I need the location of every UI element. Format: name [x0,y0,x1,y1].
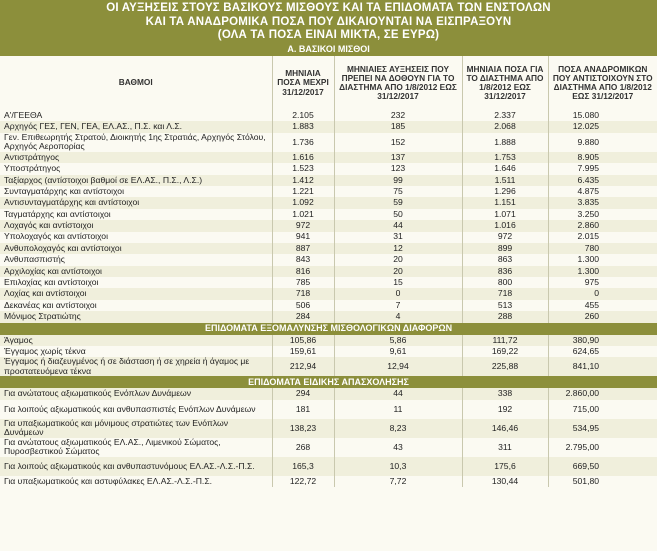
grade-cell: Για υπαξιωματικούς και μόνιμους στρατιώτες των Ενόπλων Δυνάμεων [0,419,272,438]
monthly-period-cell: 111,72 [462,335,548,346]
monthly-period-cell: 899 [462,243,548,254]
table-row [0,152,657,163]
monthly-until-2017-cell: 212,94 [272,357,334,376]
raise-cell: 232 [334,110,462,121]
monthly-until-2017-cell: 165,3 [272,457,334,476]
table-row [0,209,657,220]
monthly-until-2017-cell: 1.412 [272,175,334,186]
grade-cell: Έγγαμος ή διαζευγμένος ή σε διάσταση ή σε χηρεία ή άγαμος με προστατευόμενα τέκνα [0,357,272,376]
raise-cell: 44 [334,220,462,231]
retroactive-cell: 2.860 [548,220,657,231]
raise-cell: 20 [334,254,462,265]
monthly-until-2017-cell: 972 [272,220,334,231]
grade-cell: Δεκανέας και αντίστοιχοι [0,300,272,311]
monthly-period-cell: 836 [462,266,548,277]
monthly-until-2017-cell: 785 [272,277,334,288]
grade-cell: Ανθυπολοχαγός και αντίστοιχοι [0,243,272,254]
monthly-period-cell: 192 [462,400,548,419]
retroactive-cell: 380,90 [548,335,657,346]
section-title: ΕΠΙΔΟΜΑΤΑ ΕΞΟΜΑΛΥΝΣΗΣ ΜΙΣΘΟΛΟΓΙΚΩΝ ΔΙΑΦΟΡΩΝ [0,323,657,335]
monthly-period-cell: 130,44 [462,476,548,487]
retroactive-cell: 12.025 [548,121,657,132]
table-row [0,300,657,311]
retroactive-cell: 7.995 [548,163,657,174]
monthly-until-2017-cell: 1.523 [272,163,334,174]
retroactive-cell: 501,80 [548,476,657,487]
grade-cell: Άγαμος [0,335,272,346]
monthly-until-2017-cell: 1.021 [272,209,334,220]
raise-cell: 9,61 [334,346,462,357]
raise-cell: 11 [334,400,462,419]
monthly-until-2017-cell: 181 [272,400,334,419]
retroactive-cell: 15.080 [548,110,657,121]
raise-cell: 4 [334,311,462,322]
retroactive-cell: 624,65 [548,346,657,357]
monthly-until-2017-cell: 268 [272,438,334,457]
retroactive-cell: 2.795,00 [548,438,657,457]
raise-cell: 137 [334,152,462,163]
retroactive-cell: 1.300 [548,266,657,277]
raise-cell: 8,23 [334,419,462,438]
raise-cell: 185 [334,121,462,132]
retroactive-cell: 9.880 [548,133,657,152]
monthly-until-2017-cell: 122,72 [272,476,334,487]
grade-cell: Ταγματάρχης και αντίστοιχοι [0,209,272,220]
table-row [0,457,657,476]
monthly-until-2017-cell: 941 [272,232,334,243]
monthly-period-cell: 718 [462,288,548,299]
raise-cell: 10,3 [334,457,462,476]
retroactive-cell: 715,00 [548,400,657,419]
retroactive-cell: 975 [548,277,657,288]
monthly-period-cell: 2.068 [462,121,548,132]
raise-cell: 123 [334,163,462,174]
monthly-period-cell: 288 [462,311,548,322]
retroactive-cell: 780 [548,243,657,254]
grade-cell: Γεν. Επιθεωρητής Στρατού, Διοικητής 1ης Στρατιάς, Αρχηγός Στόλου, Αρχηγός Αεροπορίας [0,133,272,152]
grade-cell: Υπολοχαγός και αντίστοιχοι [0,232,272,243]
grade-cell: Αρχηγός ΓΕΣ, ΓΕΝ, ΓΕΑ, ΕΛ.ΑΣ., Π.Σ. και Λ.Σ. [0,121,272,132]
monthly-period-cell: 800 [462,277,548,288]
table-row [0,400,657,419]
section-header-special-allowances [0,376,657,388]
column-header-row [0,56,657,110]
grade-cell: Υποστράτηγος [0,163,272,174]
monthly-period-cell: 1.888 [462,133,548,152]
grade-cell: Αρχιλοχίας και αντίστοιχοι [0,266,272,277]
monthly-until-2017-cell: 1.616 [272,152,334,163]
table-row [0,311,657,322]
title-line-2: ΚΑΙ ΤΑ ΑΝΑΔΡΟΜΙΚΑ ΠΟΣΑ ΠΟΥ ΔΙΚΑΙΟΥΝΤΑΙ ΝΑ ΕΙΣΠΡΑΞΟΥΝ [145,15,512,28]
retroactive-cell: 3.835 [548,197,657,208]
raise-cell: 50 [334,209,462,220]
raise-cell: 44 [334,388,462,399]
grade-cell: Για λοιπούς αξιωματικούς και ανθυπαστυνόμους ΕΛ.ΑΣ.-Λ.Σ.-Π.Σ. [0,457,272,476]
monthly-period-cell: 1.071 [462,209,548,220]
retroactive-cell: 6.435 [548,175,657,186]
retroactive-cell: 1.300 [548,254,657,265]
table-row [0,277,657,288]
table-row [0,266,657,277]
monthly-until-2017-cell: 887 [272,243,334,254]
monthly-until-2017-cell: 1.883 [272,121,334,132]
monthly-until-2017-cell: 506 [272,300,334,311]
raise-cell: 152 [334,133,462,152]
section-title: ΕΠΙΔΟΜΑΤΑ ΕΙΔΙΚΗΣ ΑΠΑΣΧΟΛΗΣΗΣ [0,376,657,388]
grade-cell: Για υπαξιωματικούς και αστυφύλακες ΕΛ.ΑΣ.-Λ.Σ.-Π.Σ. [0,476,272,487]
monthly-period-cell: 1.016 [462,220,548,231]
raise-cell: 12,94 [334,357,462,376]
table-row [0,335,657,346]
retroactive-cell: 260 [548,311,657,322]
raise-cell: 7,72 [334,476,462,487]
grade-cell: Για ανώτατους αξιωματικούς Ενόπλων Δυνάμεων [0,388,272,399]
header-monthly-raises: ΜΗΝΙΑΙΕΣ ΑΥΞΗΣΕΙΣ ΠΟΥ ΠΡΕΠΕΙ ΝΑ ΔΟΘΟΥΝ ΓΙΑ ΤΟ ΔΙΑΣΤΗΜΑ ΑΠΟ 1/8/2012 ΕΩΣ 31/12/2017 [334,56,462,110]
monthly-until-2017-cell: 1.736 [272,133,334,152]
monthly-period-cell: 1.753 [462,152,548,163]
monthly-until-2017-cell: 284 [272,311,334,322]
header-monthly-amounts-period: ΜΗΝΙΑΙΑ ΠΟΣΑ ΓΙΑ ΤΟ ΔΙΑΣΤΗΜΑ ΑΠΟ 1/8/2012 ΕΩΣ 31/12/2017 [462,56,548,110]
document-title [0,0,657,44]
table-row [0,476,657,487]
title-line-1: ΟΙ ΑΥΞΗΣΕΙΣ ΣΤΟΥΣ ΒΑΣΙΚΟΥΣ ΜΙΣΘΟΥΣ ΚΑΙ ΤΑ ΕΠΙΔΟΜΑΤΑ ΤΩΝ ΕΝΣΤΟΛΩΝ [106,2,551,14]
table-row [0,243,657,254]
section-header-basic-salaries [0,44,657,56]
monthly-period-cell: 1.151 [462,197,548,208]
monthly-until-2017-cell: 138,23 [272,419,334,438]
raise-cell: 20 [334,266,462,277]
raise-cell: 43 [334,438,462,457]
grade-cell: Μόνιμος Στρατιώτης [0,311,272,322]
table-row [0,133,657,152]
grade-cell: Ανθυπασπιστής [0,254,272,265]
table-row [0,232,657,243]
table-row [0,438,657,457]
table-row [0,175,657,186]
monthly-until-2017-cell: 159,61 [272,346,334,357]
table-row [0,197,657,208]
table-row [0,110,657,121]
section-header-equalization [0,323,657,335]
retroactive-cell: 455 [548,300,657,311]
retroactive-cell: 0 [548,288,657,299]
monthly-period-cell: 225,88 [462,357,548,376]
raise-cell: 12 [334,243,462,254]
monthly-period-cell: 2.337 [462,110,548,121]
grade-cell: Για ανώτατους αξιωματικούς ΕΛ.ΑΣ., Λιμενικού Σώματος, Πυροσβεστικού Σώματος [0,438,272,457]
monthly-until-2017-cell: 1.221 [272,186,334,197]
raise-cell: 15 [334,277,462,288]
grade-cell: Έγγαμος χωρίς τέκνα [0,346,272,357]
raise-cell: 75 [334,186,462,197]
grade-cell: Λοχαγός και αντίστοιχοι [0,220,272,231]
monthly-period-cell: 863 [462,254,548,265]
monthly-until-2017-cell: 1.092 [272,197,334,208]
raise-cell: 0 [334,288,462,299]
table-row [0,388,657,399]
grade-cell: Ταξίαρχος (αντίστοιχοι βαθμοί σε ΕΛ.ΑΣ., Π.Σ., Λ.Σ.) [0,175,272,186]
retroactive-cell: 2.015 [548,232,657,243]
grade-cell: Για λοιπούς αξιωματικούς και ανθυπασπιστές Ενόπλων Δυνάμεων [0,400,272,419]
table-row [0,220,657,231]
retroactive-cell: 2.860,00 [548,388,657,399]
monthly-until-2017-cell: 294 [272,388,334,399]
retroactive-cell: 8.905 [548,152,657,163]
monthly-period-cell: 513 [462,300,548,311]
retroactive-cell: 669,50 [548,457,657,476]
table-row [0,357,657,376]
monthly-period-cell: 169,22 [462,346,548,357]
retroactive-cell: 841,10 [548,357,657,376]
table-row [0,186,657,197]
title-line-3: (ΟΛΑ ΤΑ ΠΟΣΑ ΕΙΝΑΙ ΜΙΚΤΑ, ΣΕ ΕΥΡΩ) [217,29,440,41]
monthly-period-cell: 1.296 [462,186,548,197]
table-row [0,254,657,265]
raise-cell: 99 [334,175,462,186]
grade-cell: Επιλοχίας και αντίστοιχοι [0,277,272,288]
retroactive-cell: 4.875 [548,186,657,197]
raise-cell: 59 [334,197,462,208]
retroactive-cell: 534,95 [548,419,657,438]
grade-cell: Λοχίας και αντίστοιχοι [0,288,272,299]
monthly-period-cell: 1.511 [462,175,548,186]
table-row [0,121,657,132]
header-monthly-until-2017: ΜΗΝΙΑΙΑ ΠΟΣΑ ΜΕΧΡΙ 31/12/2017 [272,56,334,110]
header-grade: ΒΑΘΜΟΙ [0,56,272,110]
monthly-period-cell: 175,6 [462,457,548,476]
grade-cell: Συνταγματάρχης και αντίστοιχοι [0,186,272,197]
retroactive-cell: 3.250 [548,209,657,220]
monthly-until-2017-cell: 843 [272,254,334,265]
table-row [0,163,657,174]
header-retroactive-amounts: ΠΟΣΑ ΑΝΑΔΡΟΜΙΚΩΝ ΠΟΥ ΑΝΤΙΣΤΟΙΧΟΥΝ ΣΤΟ ΔΙΑΣΤΗΜΑ ΑΠΟ 1/8/2012 ΕΩΣ 31/12/2017 [548,56,657,110]
salary-table [0,44,657,487]
monthly-period-cell: 146,46 [462,419,548,438]
grade-cell: Αντιστράτηγος [0,152,272,163]
table-row [0,419,657,438]
table-row [0,288,657,299]
monthly-period-cell: 1.646 [462,163,548,174]
grade-cell: Α'/ΓΕΕΘΑ [0,110,272,121]
raise-cell: 7 [334,300,462,311]
grade-cell: Αντισυνταγματάρχης και αντίστοιχοι [0,197,272,208]
monthly-until-2017-cell: 816 [272,266,334,277]
section-title: Α. ΒΑΣΙΚΟΙ ΜΙΣΘΟΙ [0,44,657,56]
monthly-until-2017-cell: 105,86 [272,335,334,346]
monthly-period-cell: 972 [462,232,548,243]
monthly-period-cell: 338 [462,388,548,399]
raise-cell: 5,86 [334,335,462,346]
monthly-period-cell: 311 [462,438,548,457]
raise-cell: 31 [334,232,462,243]
monthly-until-2017-cell: 2.105 [272,110,334,121]
monthly-until-2017-cell: 718 [272,288,334,299]
table-row [0,346,657,357]
